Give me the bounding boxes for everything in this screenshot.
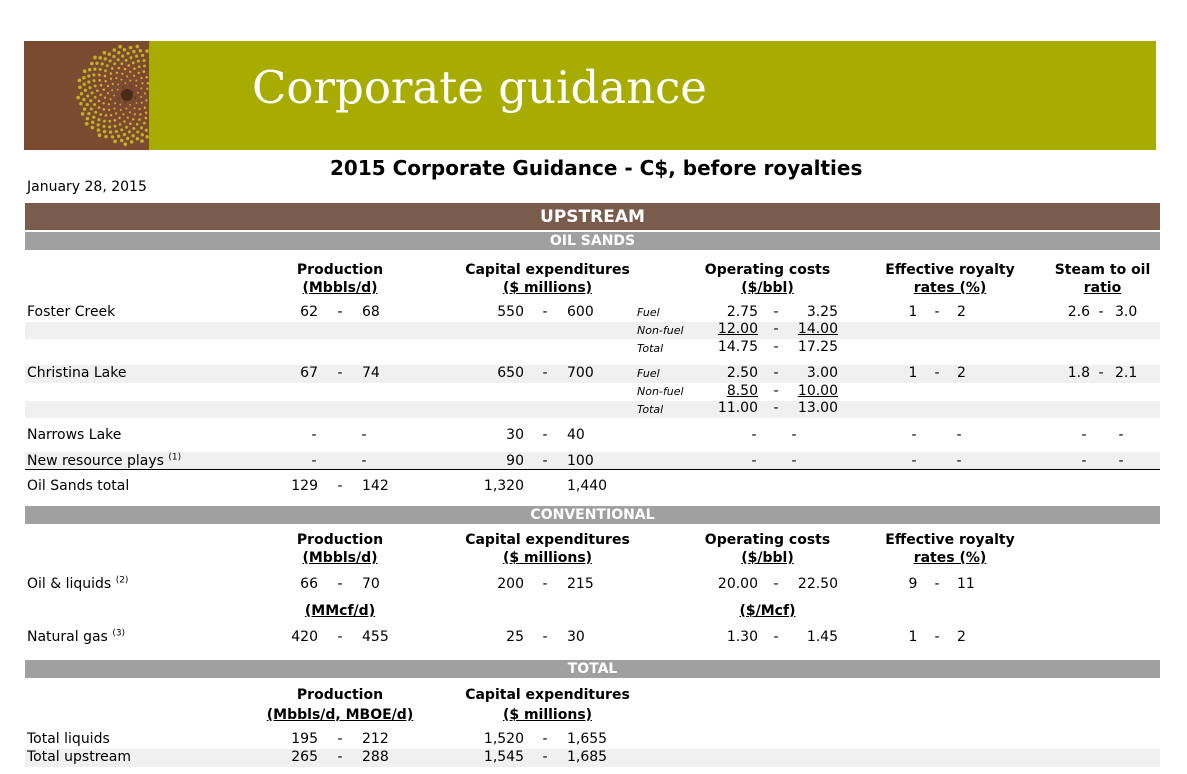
cost-type: Non-fuel (637, 324, 684, 337)
dash: - (751, 427, 757, 443)
dash: - (542, 749, 548, 765)
capex-high: 1,685 (567, 749, 608, 765)
sunflower-logo-icon (24, 41, 149, 150)
capex-low: 90 (506, 453, 524, 469)
cost-high: 3.25 (806, 304, 838, 320)
prod-high: 212 (362, 731, 389, 747)
opcost-high: 1.45 (806, 629, 838, 645)
royalty-high: 2 (957, 629, 966, 645)
row-label-oil-sands-total: Oil Sands total (27, 478, 130, 494)
dash: - (337, 304, 343, 320)
footnote-ref: (3) (112, 628, 126, 639)
capex-high: 215 (567, 576, 594, 592)
dash: - (911, 453, 917, 469)
dash: - (337, 365, 343, 381)
opcost-high: 22.50 (797, 576, 838, 592)
cost-low: 2.50 (726, 365, 758, 381)
dash: - (773, 321, 779, 337)
cost-low: 11.00 (717, 400, 758, 416)
cost-high: 10.00 (797, 383, 838, 399)
row-label-total-liquids: Total liquids (27, 731, 110, 747)
dash: - (361, 427, 367, 443)
dash: - (934, 576, 940, 592)
prod-low: 129 (291, 478, 318, 494)
total-rule (25, 469, 1160, 470)
header-royalty: Effective royalty rates (%) (885, 262, 1015, 296)
dash: - (1098, 304, 1104, 320)
header-mmcf: (MMcf/d) (304, 603, 376, 619)
dash: - (773, 400, 779, 416)
header-production: Production (Mbbls/d) (296, 262, 384, 296)
dash: - (1118, 427, 1124, 443)
steam-high: 3.0 (1115, 304, 1138, 320)
header-capex: Capital expenditures ($ millions) (465, 262, 630, 296)
dash: - (337, 629, 343, 645)
prod-low: 420 (291, 629, 318, 645)
cost-type: Non-fuel (637, 385, 684, 398)
dash: - (956, 427, 962, 443)
dash: - (773, 576, 779, 592)
capex-high: 700 (567, 365, 594, 381)
dash: - (934, 304, 940, 320)
dash: - (311, 453, 317, 469)
capex-high: 600 (567, 304, 594, 320)
footnote-ref: (1) (168, 452, 182, 463)
dash: - (773, 339, 779, 355)
header-capex: Capital expenditures ($ millions) (465, 532, 630, 566)
capex-low: 550 (497, 304, 524, 320)
cost-type: Fuel (637, 367, 660, 380)
opcost-low: 1.30 (726, 629, 758, 645)
cost-high: 3.00 (806, 365, 838, 381)
royalty-low: 1 (908, 629, 918, 645)
row-band (25, 322, 1160, 339)
royalty-low: 9 (908, 576, 918, 592)
header-per-mcf: ($/Mcf) (739, 603, 796, 619)
dash: - (361, 453, 367, 469)
dash: - (773, 304, 779, 320)
cost-high: 14.00 (797, 321, 838, 337)
prod-low: 62 (300, 304, 318, 320)
dash: - (1081, 427, 1087, 443)
header-opcosts: Operating costs ($/bbl) (704, 262, 831, 296)
header-capex-total: Capital expenditures ($ millions) (465, 687, 630, 723)
steam-high: 2.1 (1115, 365, 1138, 381)
row-label-oil-liquids: Oil & liquids $^{(2)}$ (27, 575, 129, 592)
prod-high: 70 (362, 576, 380, 592)
capex-low: 650 (497, 365, 524, 381)
header-royalty: Effective royalty rates (%) (885, 532, 1015, 566)
dash: - (337, 731, 343, 747)
row-label-natural-gas: Natural gas $^{(3)}$ (27, 628, 126, 645)
dash: - (1081, 453, 1087, 469)
royalty-high: 2 (957, 304, 966, 320)
cost-low: 8.50 (726, 383, 758, 399)
prod-high: 142 (362, 478, 389, 494)
prod-high: 288 (362, 749, 389, 765)
dash: - (542, 453, 548, 469)
section-total: TOTAL (25, 660, 1160, 678)
section-conventional: CONVENTIONAL (25, 506, 1160, 524)
cost-low: 14.75 (717, 339, 758, 355)
dash: - (542, 576, 548, 592)
steam-low: 2.6 (1067, 304, 1090, 320)
dash: - (311, 427, 317, 443)
header-opcosts: Operating costs ($/bbl) (704, 532, 831, 566)
section-upstream: UPSTREAM (25, 203, 1160, 230)
prod-low: 67 (300, 365, 318, 381)
dash: - (542, 304, 548, 320)
prod-low: 265 (291, 749, 318, 765)
steam-low: 1.8 (1067, 365, 1090, 381)
royalty-high: 11 (957, 576, 975, 592)
dash: - (773, 629, 779, 645)
page-title: 2015 Corporate Guidance - C$, before royalties (330, 156, 863, 180)
header-steam-ratio: Steam to oil ratio (1054, 262, 1151, 296)
dash: - (542, 629, 548, 645)
cost-type: Total (637, 342, 664, 355)
dash: - (337, 576, 343, 592)
row-label-foster-creek: Foster Creek (27, 304, 116, 320)
row-label-christina-lake: Christina Lake (27, 365, 127, 381)
cost-low: 2.75 (726, 304, 758, 320)
capex-low: 200 (497, 576, 524, 592)
capex-high: 1,440 (567, 478, 608, 494)
dash: - (751, 453, 757, 469)
cost-low: 12.00 (717, 321, 758, 337)
dash: - (542, 731, 548, 747)
row-band (25, 401, 1160, 418)
royalty-high: 2 (957, 365, 966, 381)
row-label-total-upstream: Total upstream (27, 749, 131, 765)
cost-type: Fuel (637, 306, 660, 319)
report-date: January 28, 2015 (27, 179, 147, 195)
opcost-low: 20.00 (717, 576, 758, 592)
header-production: Production (Mbbls/d) (296, 532, 384, 566)
royalty-low: 1 (908, 365, 918, 381)
capex-high: 30 (567, 629, 585, 645)
prod-high: 455 (362, 629, 389, 645)
capex-low: 25 (506, 629, 524, 645)
capex-high: 1,655 (567, 731, 608, 747)
dash: - (773, 383, 779, 399)
royalty-low: 1 (908, 304, 918, 320)
logo (24, 41, 149, 150)
header-production-total: Production (Mbbls/d, MBOE/d) (266, 687, 414, 723)
dash: - (791, 427, 797, 443)
prod-low: 66 (300, 576, 318, 592)
dash: - (791, 453, 797, 469)
dash: - (337, 749, 343, 765)
dash: - (337, 478, 343, 494)
capex-low: 1,545 (483, 749, 524, 765)
dash: - (934, 629, 940, 645)
header-banner (24, 41, 1156, 150)
dash: - (934, 365, 940, 381)
capex-high: 100 (567, 453, 594, 469)
cost-type: Total (637, 403, 664, 416)
dash: - (773, 365, 779, 381)
row-label-new-resource-plays: New resource plays $^{(1)}$ (27, 452, 182, 469)
dash: - (542, 427, 548, 443)
footnote-ref: (2) (115, 575, 129, 586)
dash: - (542, 365, 548, 381)
dash: - (1118, 453, 1124, 469)
capex-low: 30 (506, 427, 524, 443)
row-label-narrows-lake: Narrows Lake (27, 427, 122, 443)
cost-high: 17.25 (797, 339, 838, 355)
capex-low: 1,520 (483, 731, 524, 747)
dash: - (956, 453, 962, 469)
cost-high: 13.00 (797, 400, 838, 416)
capex-high: 40 (567, 427, 585, 443)
prod-low: 195 (291, 731, 318, 747)
section-oil-sands: OIL SANDS (25, 232, 1160, 250)
banner-title: Corporate guidance (252, 61, 707, 114)
capex-low: 1,320 (483, 478, 524, 494)
prod-high: 74 (362, 365, 380, 381)
dash: - (911, 427, 917, 443)
dash: - (1098, 365, 1104, 381)
prod-high: 68 (362, 304, 380, 320)
